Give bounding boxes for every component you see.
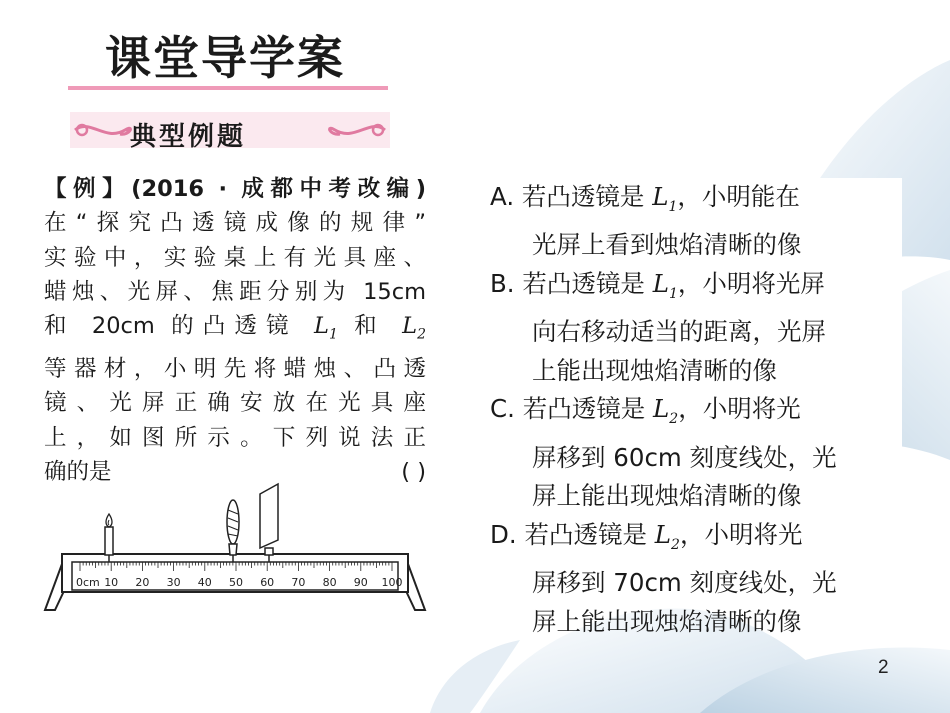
question-line: 实验中，实验桌上有光具座、	[44, 244, 426, 271]
optical-bench-diagram	[40, 482, 430, 612]
question-line: 蜡烛、光屏、焦距分别为 15cm	[44, 278, 426, 305]
question-line: 在“探究凸透镜成像的规律”	[44, 210, 426, 237]
ruler-tick-label: 0cm	[76, 576, 100, 589]
title-underline	[68, 86, 388, 90]
question-line: 镜、光屏正确安放在光具座	[44, 390, 426, 417]
options-panel	[482, 178, 902, 636]
ruler-tick-label: 10	[104, 576, 119, 589]
lens-l2: $L_2$	[402, 313, 426, 343]
ruler-tick-label: 30	[166, 576, 181, 589]
question-line-last: 确的是 ( )	[44, 455, 426, 489]
candle	[105, 514, 113, 562]
question-block	[44, 172, 426, 489]
light-screen	[260, 484, 278, 562]
ruler-tick-label: 20	[135, 576, 150, 589]
question-line: 等器材，小明先将蜡烛、凸透	[44, 355, 426, 382]
option-a: A. 若凸透镜是 $L_1$，小明能在 光屏上看到烛焰清晰的像	[490, 182, 802, 260]
question-header	[44, 172, 426, 206]
ruler-tick-label: 80	[322, 576, 337, 589]
lens-l1: $L_1$	[314, 313, 338, 343]
ruler-tick-label: 40	[197, 576, 212, 589]
ruler-tick-label: 90	[353, 576, 368, 589]
page-number: 2	[878, 657, 889, 678]
answer-parentheses: ( )	[401, 458, 426, 485]
question-line-lenses: 和 20cm 的凸透镜 $L_1$ 和 $L_2$	[44, 313, 426, 343]
section-title: 典型例题	[130, 122, 247, 152]
question-line: 上，如图所示。下列说法正	[44, 424, 426, 451]
question-source: (2016 · 成都中考改编)	[131, 176, 426, 202]
page-title: 课堂导学案	[105, 31, 345, 85]
convex-lens	[227, 500, 239, 562]
option-c: C. 若凸透镜是 $L_2$，小明将光 屏移到 60cm 刻度线处，光 屏上能出现烛焰清晰的像	[490, 394, 837, 511]
ruler-tick-label: 60	[260, 576, 275, 589]
ruler-tick-label: 50	[229, 576, 243, 589]
option-d: D. 若凸透镜是 $L_2$，小明将光 屏移到 70cm 刻度线处，光 屏上能出现烛焰清晰的像	[490, 519, 837, 636]
question-tag: 【例】	[44, 176, 132, 202]
ruler-tick-label: 100	[381, 576, 403, 589]
ruler-tick-label: 70	[291, 576, 306, 589]
option-b: B. 若凸透镜是 $L_1$，小明将光屏 向右移动适当的距离，光屏 上能出现烛焰清晰的像	[490, 268, 826, 385]
